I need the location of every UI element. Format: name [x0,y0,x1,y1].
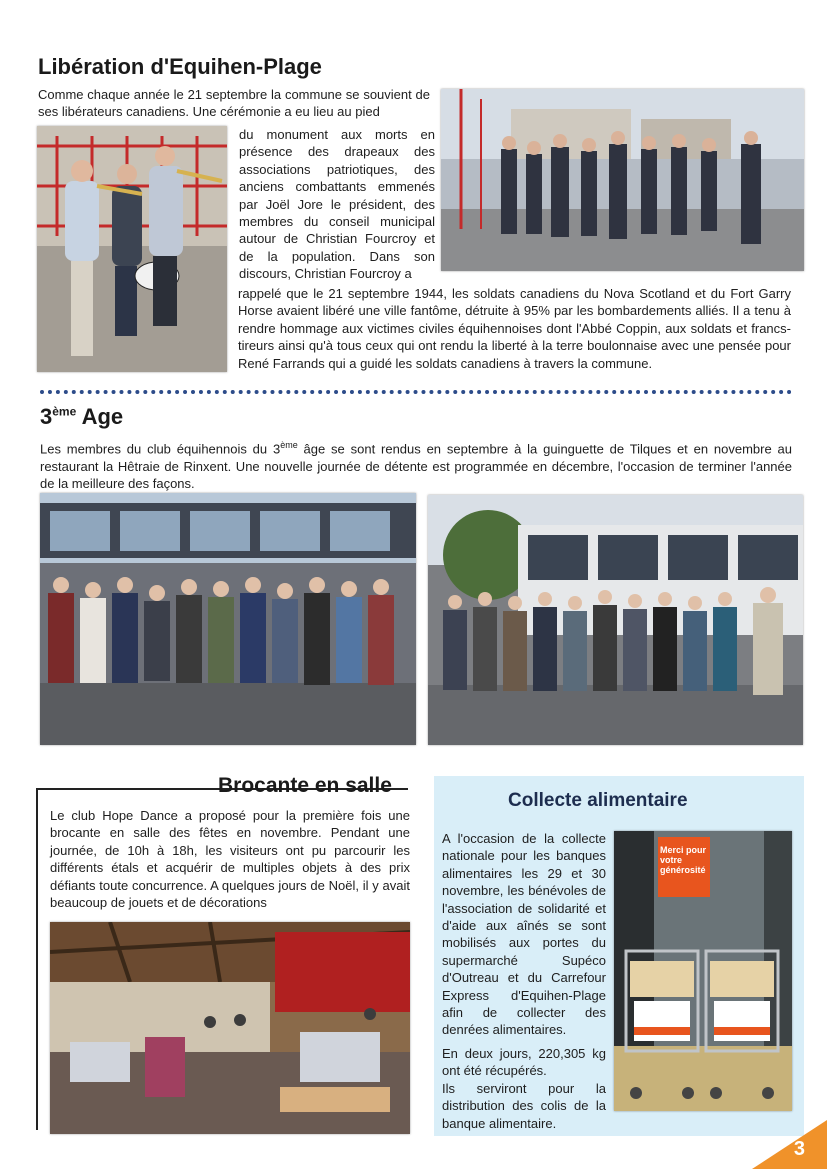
photo-collecte [614,831,792,1111]
page-number-tab [752,1120,827,1169]
poster-text: Merci pour votre générosité [660,845,707,875]
collecte-weight-text: En deux jours, 220,305 kg ont été récupérés. [442,1046,606,1079]
section-divider [40,390,792,394]
collecte-text: A l'occasion de la collecte nationale pour les banques alimentaires les 29 et 30 novembre, les bénévoles de l'association de solidarité et d'aide aux aînés se sont mobilisés aux portes du supermarché Supéco d'Outreau et du Carrefour Express d'Equihen-Plage afin de collecter des denrées alimentaires. [442,831,606,1038]
photo-group-rinxent [428,495,803,745]
photo-brocante [50,922,410,1134]
liberation-side-text: du monument aux morts en présence des drapeaux des associations patriotiques, des anciens combattants emmenés par Joël Jore le président, des membres du conseil municipal autour de Christian Fourcroy et de la population. Dans son discours, Christian Fourcroy a [239,127,435,282]
section-title-liberation: Libération d'Equihen-Plage [38,54,322,79]
3eme-age-text: Les membres du club équihennois du 3ème âge se sont rendus en septembre à la guinguette de Tilques et en novembre au restaurant la Hêtraie de Rinxent. Une nouvelle journée de détente est programmée en décembre, l'occasion de terminer l'année de la meilleure des façons. [40,440,792,492]
collecte-usage-text: Ils serviront pour la distribution des colis de la banque alimentaire. [442,1081,606,1131]
page-number: 3 [793,1138,805,1160]
section-title-brocante: Brocante en salle [218,774,392,797]
liberation-intro-text: Comme chaque année le 21 septembre la commune se souvient de ses libérateurs canadiens. Une cérémonie a eu lieu au pied [38,87,430,120]
section-title-3eme-age: 3ème Age [40,404,124,429]
photo-group-tilques [40,493,416,745]
liberation-bottom-text: rappelé que le 21 septembre 1944, les soldats canadiens du Nova Scotland et du Fort Garry Horse avaient libéré une ville fantôme, détruite à 95% par les bombardements alliés. Il a tenu à rendre hommage aux victimes civiles équihennoises dont l'Abbé Coppin, aux soldats et francs-tireurs ainsi qu'à tous ceux qui ont rendu la liberté à la terre boulonnaise avec une pensée pour René Farrands qui a guidé les soldats canadiens à travers la commune. [238,286,791,371]
section-title-collecte: Collecte alimentaire [508,790,688,811]
brocante-text: Le club Hope Dance a proposé pour la première fois une brocante en salle des fêtes en novembre. Pendant une journée, de 10h à 18h, les visiteurs ont pu parcourir les différents étals et acquérir de multiples objets à des prix défiants toute concurrence. A quelques jours de Noël, il y avait beaucoup de jouets et de décorations [50,808,410,911]
photo-musicians [37,126,227,372]
photo-ceremony [441,89,804,271]
